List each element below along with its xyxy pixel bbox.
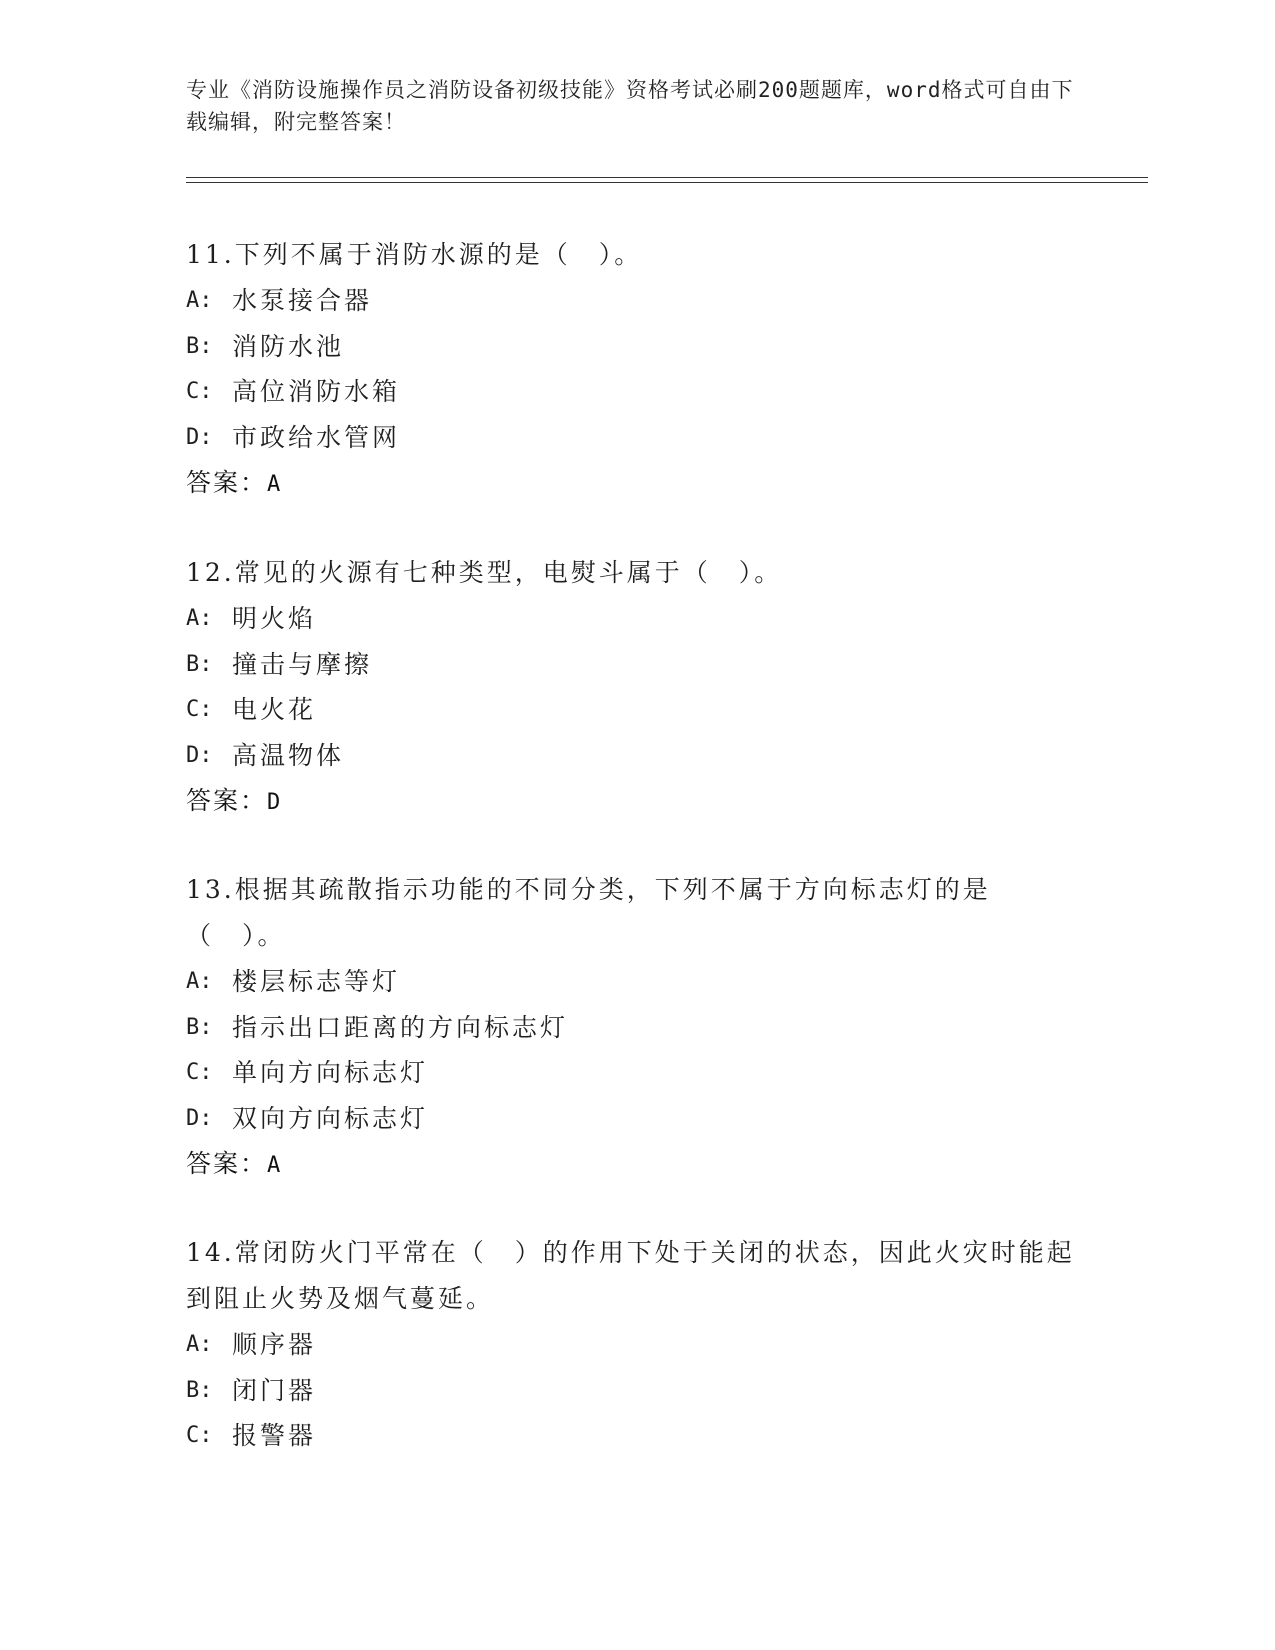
question-title: 13.根据其疏散指示功能的不同分类，下列不属于方向标志灯的是（ ）。	[186, 875, 991, 950]
document-header: 专业《消防设施操作员之消防设备初级技能》资格考试必刷200题题库，word格式可自由下载编辑，附完整答案！	[186, 78, 1074, 134]
option-c	[186, 1050, 1086, 1096]
answer-value: A	[267, 472, 282, 497]
option-a	[186, 959, 1086, 1005]
option-text: 双向方向标志灯	[232, 1103, 429, 1133]
question-12	[186, 550, 1086, 825]
option-c	[186, 687, 1086, 733]
option-key: D:	[186, 742, 213, 768]
header-divider-bottom	[186, 182, 1148, 183]
option-text: 高位消防水箱	[232, 377, 401, 406]
option-b	[186, 324, 1086, 370]
option-c	[186, 369, 1086, 415]
answer-value: D	[267, 790, 282, 815]
question-13	[186, 867, 1086, 1188]
option-key: B:	[186, 651, 213, 677]
option-b	[186, 1005, 1086, 1051]
option-text: 水泵接合器	[232, 286, 373, 315]
answer-line	[186, 778, 1086, 825]
option-a	[186, 1322, 1086, 1368]
answer-label: 答案：	[186, 1149, 268, 1178]
question-title: 14.常闭防火门平常在（ ）的作用下处于关闭的状态，因此火灾时能起到阻止火势及烟气蔓延。	[186, 1238, 1075, 1313]
option-key: A:	[186, 288, 213, 313]
option-text: 单向方向标志灯	[232, 1058, 429, 1087]
option-text: 报警器	[232, 1421, 317, 1450]
option-text: 明火焰	[232, 604, 317, 633]
option-key: C:	[186, 1423, 213, 1448]
option-key: A:	[186, 606, 213, 631]
option-key: B:	[186, 1377, 213, 1403]
answer-label: 答案：	[186, 786, 268, 815]
option-key: D:	[186, 1105, 213, 1131]
option-text: 高温物体	[232, 740, 345, 770]
option-text: 市政给水管网	[232, 422, 401, 452]
option-d	[186, 415, 1086, 461]
option-text: 电火花	[232, 695, 317, 724]
option-key: C:	[186, 697, 213, 722]
question-14	[186, 1230, 1086, 1459]
option-a	[186, 278, 1086, 324]
option-key: B:	[186, 1014, 213, 1040]
option-text: 闭门器	[232, 1375, 317, 1405]
option-key: D:	[186, 424, 213, 450]
option-c	[186, 1413, 1086, 1459]
option-key: C:	[186, 379, 213, 404]
option-text: 指示出口距离的方向标志灯	[232, 1012, 569, 1042]
option-key: A:	[186, 969, 213, 994]
answer-value: A	[267, 1153, 282, 1178]
answer-label: 答案：	[186, 468, 268, 497]
option-key: C:	[186, 1060, 213, 1085]
option-b	[186, 642, 1086, 688]
answer-line	[186, 1141, 1086, 1188]
option-a	[186, 596, 1086, 642]
question-title: 11.下列不属于消防水源的是（ ）。	[186, 240, 643, 269]
answer-line	[186, 460, 1086, 507]
option-text: 消防水池	[232, 331, 345, 361]
option-d	[186, 1096, 1086, 1142]
option-key: B:	[186, 333, 213, 359]
option-text: 撞击与摩擦	[232, 649, 373, 679]
header-divider-top	[186, 177, 1148, 178]
option-text: 顺序器	[232, 1330, 317, 1359]
question-title: 12.常见的火源有七种类型，电熨斗属于（ ）。	[186, 558, 783, 587]
question-11	[186, 232, 1086, 507]
option-b	[186, 1368, 1086, 1414]
option-d	[186, 733, 1086, 779]
option-text: 楼层标志等灯	[232, 967, 401, 996]
option-key: A:	[186, 1332, 213, 1357]
